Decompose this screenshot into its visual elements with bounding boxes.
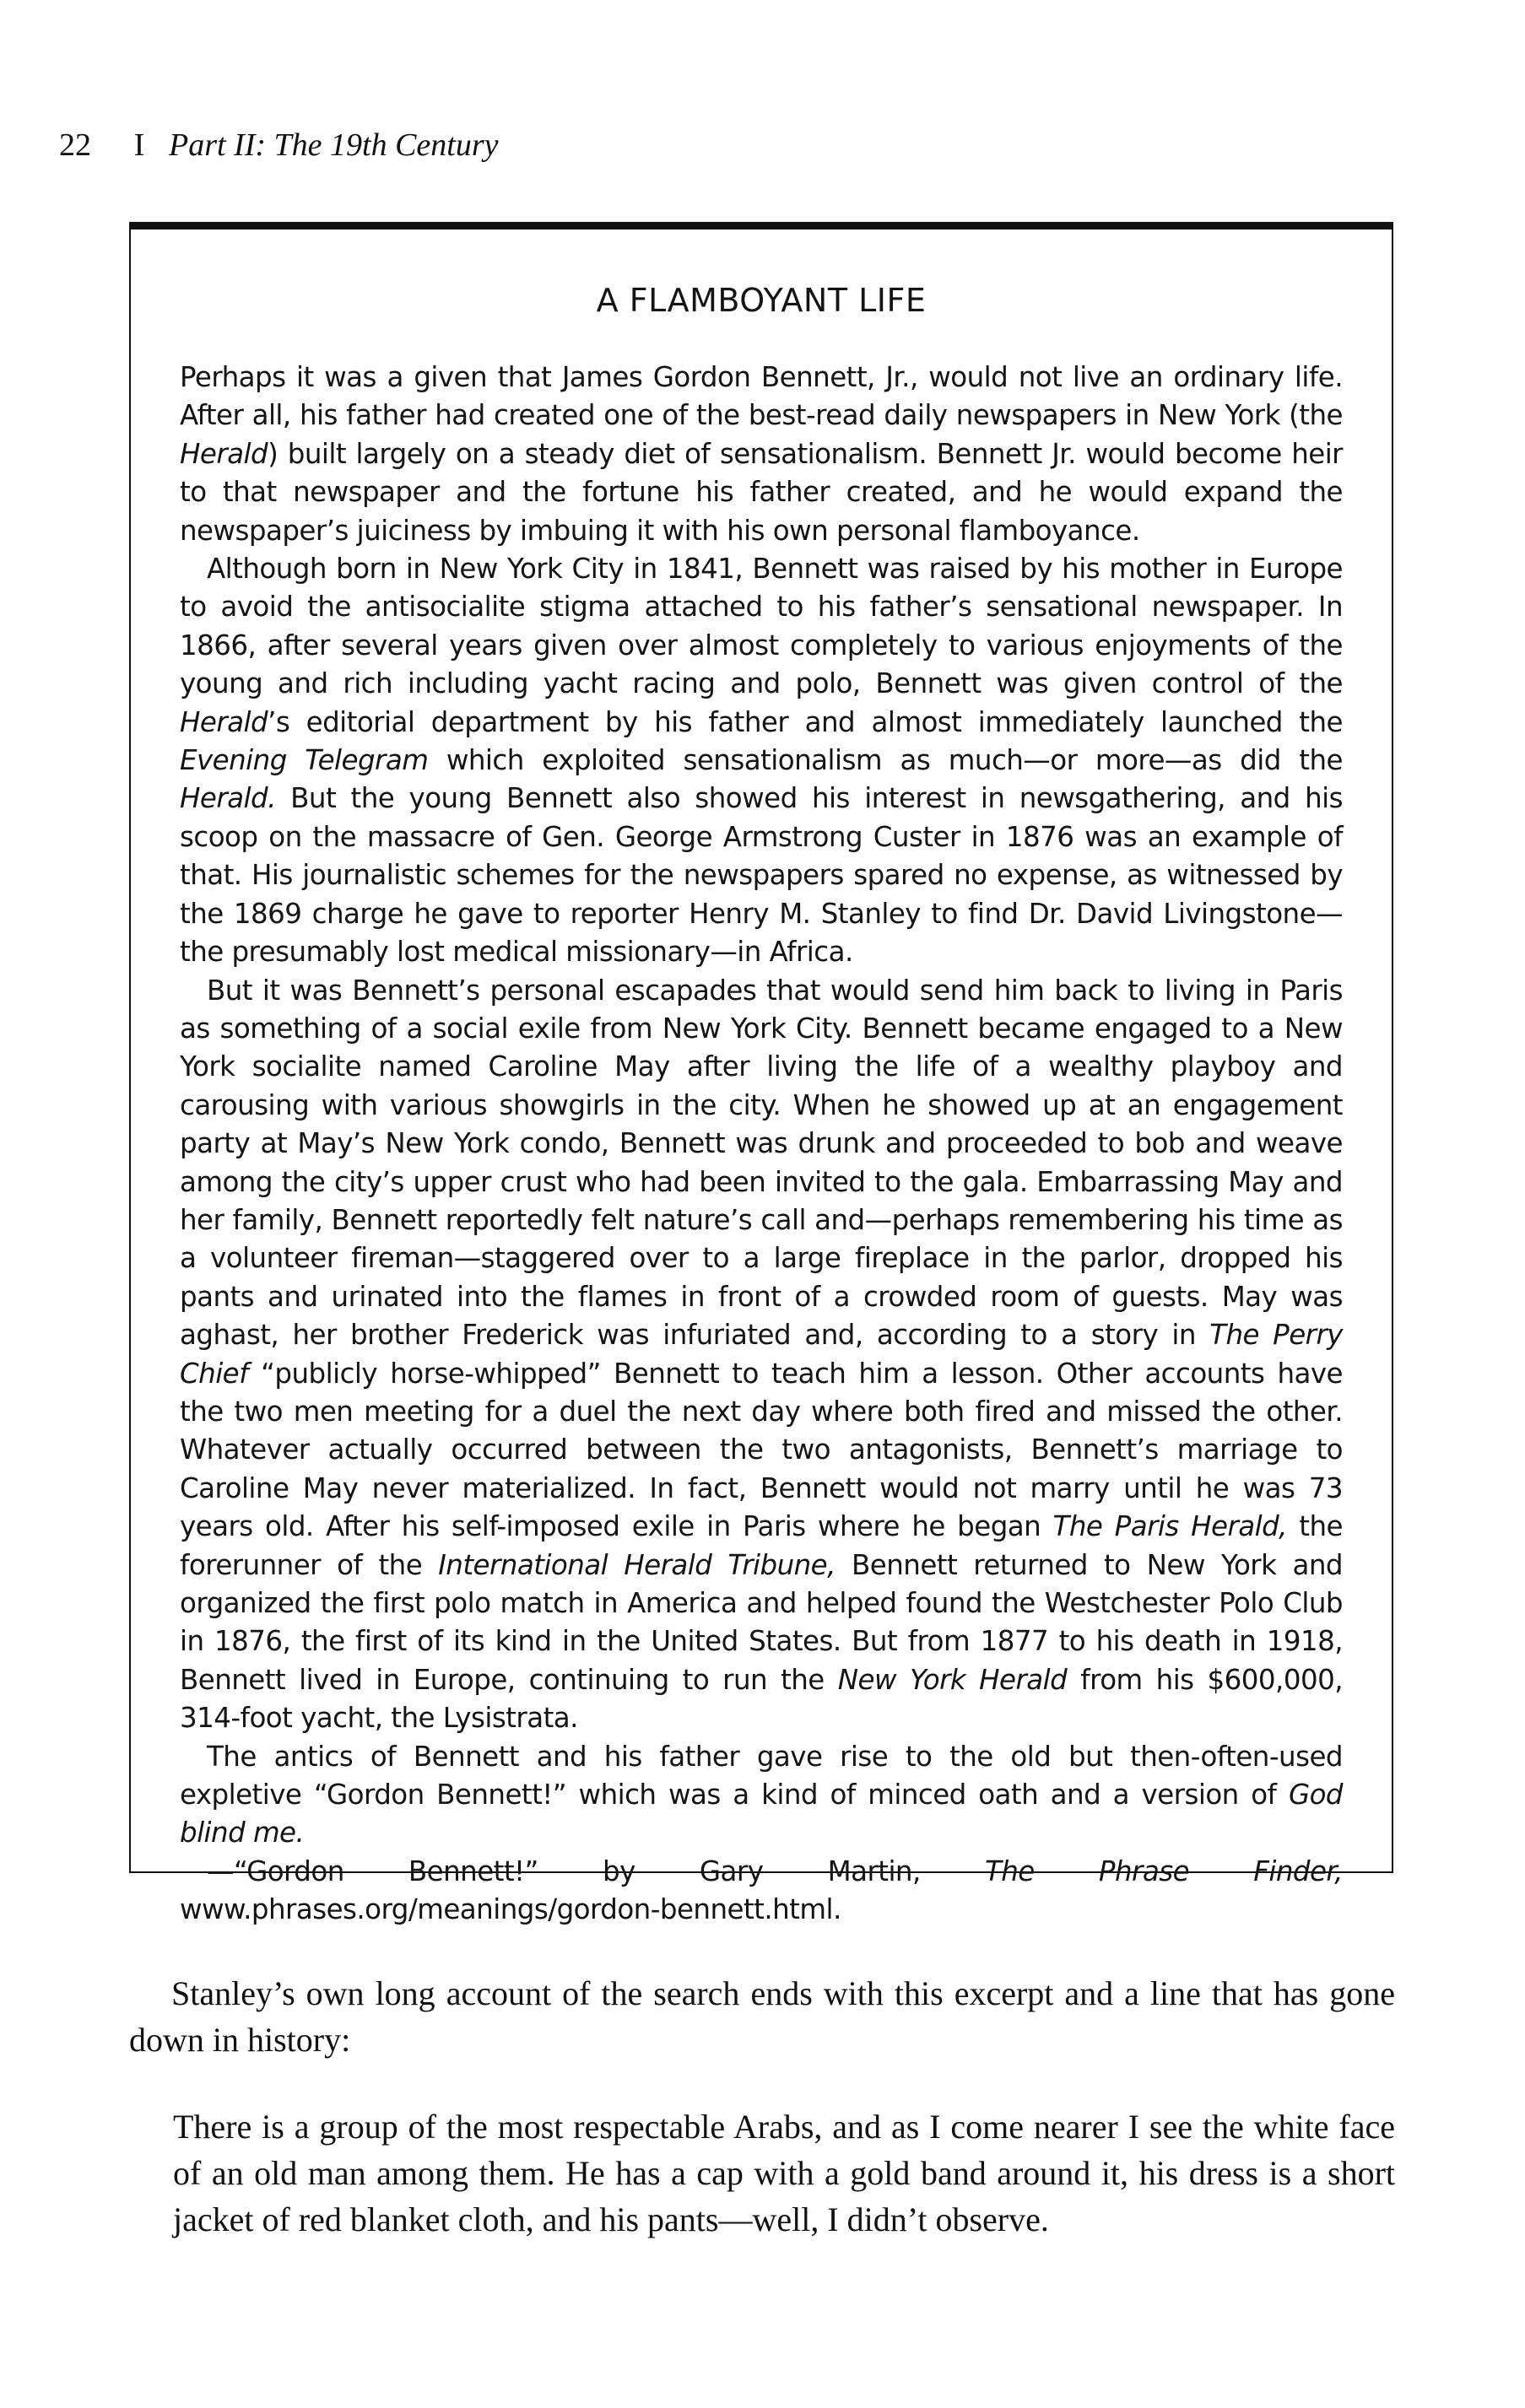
italic-title: The Perry Chief xyxy=(180,1319,1343,1390)
italic-title: Herald. xyxy=(180,782,276,815)
main-body xyxy=(129,1970,1395,2243)
sidebar-paragraph-3: But it was Bennett’s personal escapades that would send him back to living in Paris as something of a social exile from New York City. Bennett became engaged to a New York socialite named Caroline May after living the life of a wealthy playboy and carousing with various showgirls in the city. When he showed up at an engagement party at May’s New York condo, Bennett was drunk and proceeded to bob and weave among the city’s upper crust who had been invited to the gala. Embarrassing May and her family, Bennett reportedly felt nature’s call and—perhaps remembering his time as a volunteer fireman—staggered over to a large fireplace in the parlor, dropped his pants and urinated into the flames in front of a crowded room of guests. May was aghast, her brother Frederick was infuriated and, according to a story in The Perry Chief “publicly horse-whipped” Bennett to teach him a lesson. Other accounts have the two men meeting for a duel the next day where both fired and missed the other. Whatever actually occurred between the two antagonists, Bennett’s marriage to Caroline May never materialized. In fact, Bennett would not marry until he was 73 years old. After his self-imposed exile in Paris where he began The Paris Herald, the forerunner of the International Herald Tribune, Bennett returned to New York and organized the first polo match in America and helped found the Westchester Polo Club in 1876, the first of its kind in the United States. But from 1877 to his death in 1918, Bennett lived in Europe, continuing to run the New York Herald from his $600,000, 314-foot yacht, the Lysistrata. xyxy=(180,974,1344,1735)
italic-title: New York Herald xyxy=(837,1663,1068,1696)
sidebar-paragraph-2: Although born in New York City in 1841, Bennett was raised by his mother in Europe to avoid the antisocialite stigma attached to his father’s sensational newspaper. In 1866, after several years given over almost completely to various enjoyments of the young and rich including yacht racing and polo, Bennett was given control of the Herald’s editorial department by his father and almost immediately launched the Evening Telegram which exploited sensationalism as much—or more—as did the Herald. But the young Bennett also showed his interest in newsgathering, and his scoop on the massacre of Gen. George Armstrong Custer in 1876 was an example of that. His journalistic schemes for the newspapers spared no expense, as witnessed by the 1869 charge he gave to reporter Henry M. Stanley to find Dr. David Livingstone—the presumably lost medical missionary—in Africa. xyxy=(180,553,1343,969)
italic-title: Evening Telegram xyxy=(180,744,429,777)
sidebar-paragraph-1: Perhaps it was a given that James Gordon Bennett, Jr., would not live an ordinary life. After all, his father had created one of the best-read daily newspapers in New York (the Herald) built largely on a steady diet of sensationalism. Bennett Jr. would become heir to that newspaper and the fortune his father created, and he would expand the newspaper’s juiciness by imbuing it with his own personal flamboyance. xyxy=(180,361,1343,547)
italic-title: Herald xyxy=(180,705,268,738)
running-title: Part II: The 19th Century xyxy=(169,127,499,163)
italic-title: International Herald Tribune, xyxy=(438,1548,836,1581)
sidebar-box xyxy=(129,222,1393,1926)
body-paragraph: Stanley’s own long account of the search ends with this excerpt and a line that has gone down in history: xyxy=(129,1974,1395,2059)
italic-phrase: God blind me. xyxy=(180,1779,1343,1849)
block-quote: There is a group of the most respectable Arabs, and as I come nearer I see the white face of an old man among them. He has a cap with a gold band around it, his dress is a short jacket of red blanket cloth, and his pants—well, I didn’t observe. xyxy=(173,2108,1395,2238)
running-header xyxy=(59,127,499,164)
italic-title: The Phrase Finder, xyxy=(984,1855,1344,1887)
sidebar-paragraph-4: The antics of Bennett and his father gave rise to the old but then-often-used expletive “Gordon Bennett!” which was a kind of minced oath and a version of God blind me. xyxy=(180,1740,1343,1849)
header-separator: I xyxy=(133,127,145,163)
sidebar-title: A FLAMBOYANT LIFE xyxy=(596,282,927,319)
italic-title: Herald xyxy=(180,437,268,470)
sidebar-source-citation: —“Gordon Bennett!” by Gary Martin, The Phrase Finder, www.phrases.org/meanings/gordon-bennett.html. xyxy=(180,1855,1344,1926)
page-number: 22 xyxy=(59,127,91,163)
italic-title: The Paris Herald, xyxy=(1052,1510,1287,1543)
